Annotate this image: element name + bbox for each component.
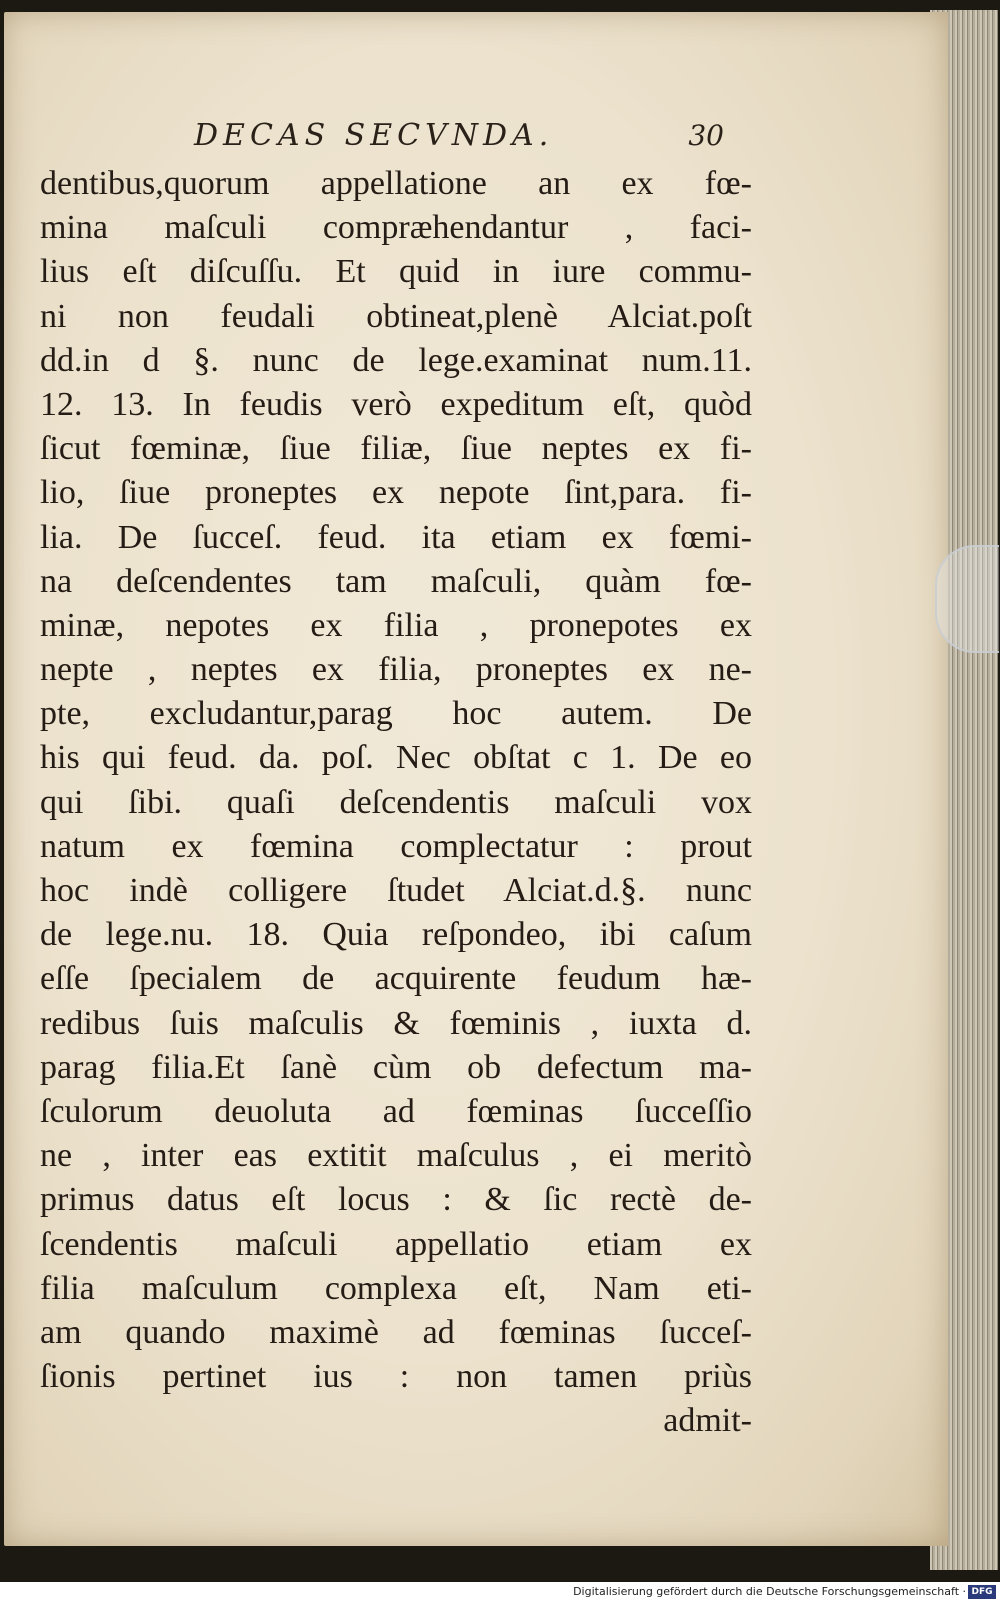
text-line: nepte , neptes ex filia, proneptes ex ne- (40, 651, 752, 689)
text-line: ſicut fœminæ, ſiue filiæ, ſiue neptes ex fi- (40, 430, 752, 468)
text-line: minæ, nepotes ex filia , pronepotes ex (40, 606, 752, 644)
text-line: filia maſculum complexa eſt, Nam eti- (40, 1269, 752, 1307)
text-line: ne , inter eas extitit maſculus , ei meritò (40, 1137, 752, 1175)
text-line: lius eſt diſcuſſu. Et quid in iure commu- (40, 253, 752, 291)
text-line: na deſcendentes tam maſculi, quàm fœ- (40, 562, 752, 600)
text-line: 12. 13. In feudis verò expeditum eſt, quòd (40, 385, 752, 423)
text-line: natum ex fœmina complectatur : prout (40, 827, 752, 865)
text-line: dentibus,quorum appellatione an ex fœ- (40, 165, 752, 202)
text-line: am quando maximè ad fœminas ſucceſ- (40, 1313, 752, 1351)
text-line: de lege.nu. 18. Quia reſpondeo, ibi caſum (40, 916, 752, 954)
page-header (194, 113, 734, 159)
text-line: ſculorum deuoluta ad fœminas ſucceſſio (40, 1092, 752, 1130)
body-text (40, 162, 752, 1443)
running-title: DECAS SECVNDA. (194, 118, 554, 153)
text-line: dd.in d §. nunc de lege.examinat num.11. (40, 341, 752, 379)
text-line: pte, excludantur,parag hoc autem. De (40, 695, 752, 733)
text-line: lia. De ſucceſ. feud. ita etiam ex fœmi- (40, 518, 752, 556)
page-number: 30 (688, 119, 724, 152)
text-line: redibus ſuis maſculis & fœminis , iuxta d. (40, 1004, 752, 1042)
digitization-footer (0, 1582, 1000, 1602)
page-clip-icon (935, 545, 999, 653)
text-line: mina maſculi compræhendantur , faci- (40, 209, 752, 247)
footer-credit: Digitalisierung gefördert durch die Deutsche Forschungsgemeinschaft · (573, 1585, 966, 1598)
dfg-logo-icon: DFG (968, 1585, 996, 1599)
page-sheet (4, 12, 948, 1546)
text-line: primus datus eſt locus : & ſic rectè de- (40, 1181, 752, 1219)
text-line: ſionis pertinet ius : non tamen priùs (40, 1358, 752, 1396)
text-line: qui ſibi. quaſi deſcendentis maſculi vox (40, 783, 752, 821)
text-line: his qui feud. da. poſ. Nec obſtat c 1. De eo (40, 739, 752, 777)
text-line: ſcendentis maſculi appellatio etiam ex (40, 1225, 752, 1263)
catchword: admit- (663, 1402, 752, 1440)
text-line: eſſe ſpecialem de acquirente feudum hæ- (40, 960, 752, 998)
text-line: lio, ſiue proneptes ex nepote ſint,para. fi- (40, 474, 752, 512)
text-line: hoc indè colligere ſtudet Alciat.d.§. nunc (40, 872, 752, 909)
text-line: ni non feudali obtineat,plenè Alciat.poſt (40, 297, 752, 335)
text-line: parag filia.Et ſanè cùm ob defectum ma- (40, 1048, 752, 1086)
